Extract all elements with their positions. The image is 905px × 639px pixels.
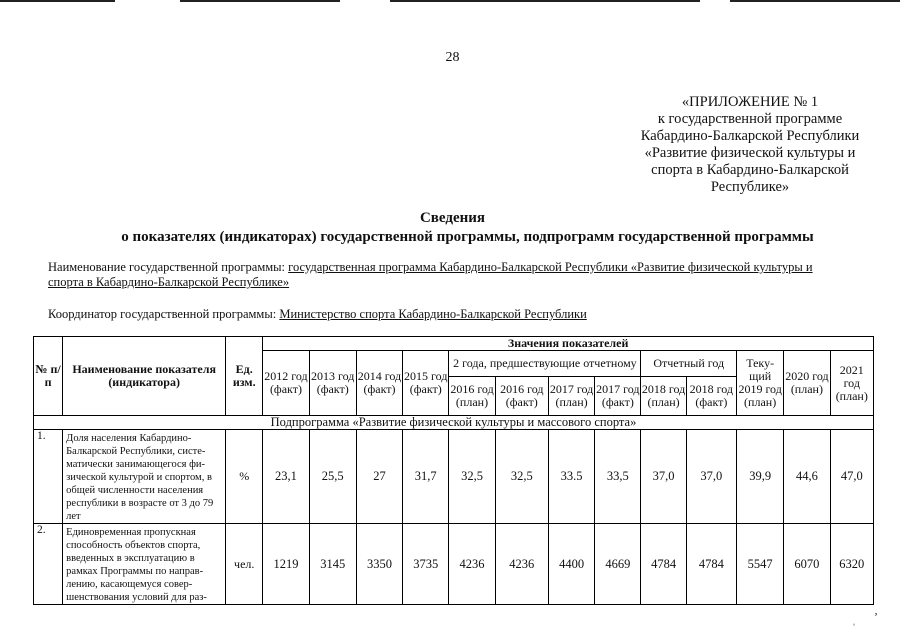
scan-speck: ˌ bbox=[852, 612, 856, 626]
program-name bbox=[48, 260, 848, 290]
row-1-name: Доля населения Кабардино-Балкарской Республики, систе-матически занимающегося фи-зической культурой и спортом, в общей численности населения республики в возрасте от 3 до 79 лет bbox=[63, 430, 226, 524]
row-1-value: 37,0 bbox=[641, 430, 686, 524]
row-2-value: 4236 bbox=[495, 524, 548, 605]
coordinator bbox=[48, 307, 587, 322]
row-2-value: 3145 bbox=[309, 524, 356, 605]
subprogram-row: Подпрограмма «Развитие физической культуры и массового спорта» bbox=[34, 416, 874, 430]
appendix-line: Кабардино-Балкарской Республики bbox=[640, 128, 860, 144]
scan-edge-line bbox=[0, 0, 115, 2]
header-unit: Ед. изм. bbox=[226, 337, 263, 416]
appendix-line: Республике» bbox=[710, 179, 790, 195]
row-1-value: 25,5 bbox=[309, 430, 356, 524]
row-2-value: 3735 bbox=[403, 524, 449, 605]
scan-edge-line bbox=[730, 0, 900, 2]
header-2016-fact: 2016 год (факт) bbox=[495, 377, 548, 416]
header-2014: 2014 год (факт) bbox=[356, 351, 402, 416]
row-2-value: 4400 bbox=[548, 524, 594, 605]
row-2-value: 6070 bbox=[784, 524, 830, 605]
header-2015: 2015 год (факт) bbox=[403, 351, 449, 416]
header-name: Наименование показателя (индикатора) bbox=[63, 337, 226, 416]
row-2-value: 4784 bbox=[686, 524, 736, 605]
row-1-value: 32,5 bbox=[495, 430, 548, 524]
header-values: Значения показателей bbox=[263, 337, 874, 351]
appendix-line: к государственной программе bbox=[657, 111, 843, 127]
row-1-num: 1. bbox=[34, 430, 63, 524]
header-2013: 2013 год (факт) bbox=[309, 351, 356, 416]
title-line-2: о показателях (индикаторах) государственной программы, подпрограмм государственной программы bbox=[121, 229, 814, 245]
row-1-value: 32,5 bbox=[449, 430, 495, 524]
row-1-value: 23,1 bbox=[263, 430, 309, 524]
row-1-value: 33.5 bbox=[548, 430, 594, 524]
row-1-value: 33,5 bbox=[595, 430, 641, 524]
coordinator-label: Координатор государственной программы: bbox=[48, 307, 277, 321]
header-2017-plan: 2017 год (план) bbox=[548, 377, 594, 416]
row-2-value: 1219 bbox=[263, 524, 309, 605]
appendix-header bbox=[560, 94, 905, 196]
row-2-name: Единовременная пропускная способность объектов спорта, введенных в эксплуатацию в рамках Программы по направ-лению, касающемуся совер-шенствования условий для раз- bbox=[63, 524, 226, 605]
row-1-value: 37,0 bbox=[686, 430, 736, 524]
row-2-num: 2. bbox=[34, 524, 63, 605]
row-2-value: 4784 bbox=[641, 524, 686, 605]
program-name-value: государственная программа Кабардино-Балкарской Республики «Развитие физической культуры и спорта в Кабардино-Балкарской Республике» bbox=[48, 260, 813, 289]
row-1-value: 27 bbox=[356, 430, 402, 524]
row-1-unit: % bbox=[226, 430, 263, 524]
program-name-label: Наименование государственной программы: bbox=[48, 260, 286, 274]
indicators-table bbox=[33, 336, 874, 605]
header-2020: 2020 год (план) bbox=[784, 351, 830, 416]
row-1-value: 39,9 bbox=[737, 430, 784, 524]
header-current: Теку-щий 2019 год (план) bbox=[737, 351, 784, 416]
scan-speck: ʼ bbox=[874, 610, 878, 624]
row-2-value: 4669 bbox=[595, 524, 641, 605]
header-num: № п/п bbox=[34, 337, 63, 416]
header-two-years: 2 года, предшествующие отчетному bbox=[449, 351, 641, 377]
title-line-1: Сведения bbox=[419, 210, 486, 226]
row-2-value: 6320 bbox=[830, 524, 873, 605]
appendix-line: «ПРИЛОЖЕНИЕ № 1 bbox=[681, 94, 819, 110]
row-2-value: 3350 bbox=[356, 524, 402, 605]
row-2-unit: чел. bbox=[226, 524, 263, 605]
page-number: 28 bbox=[445, 50, 460, 65]
header-2018-plan: 2018 год (план) bbox=[641, 377, 686, 416]
header-2012: 2012 год (факт) bbox=[263, 351, 309, 416]
header-2016-plan: 2016 год (план) bbox=[449, 377, 495, 416]
document-title bbox=[0, 209, 905, 247]
coordinator-value: Министерство спорта Кабардино-Балкарской Республики bbox=[279, 307, 587, 321]
header-2018-fact: 2018 год (факт) bbox=[686, 377, 736, 416]
scan-edge-line bbox=[390, 0, 700, 2]
header-2017-fact: 2017 год (факт) bbox=[595, 377, 641, 416]
row-2-value: 5547 bbox=[737, 524, 784, 605]
row-1-value: 47,0 bbox=[830, 430, 873, 524]
scan-edge-line bbox=[180, 0, 340, 2]
row-1-value: 44,6 bbox=[784, 430, 830, 524]
row-2-value: 4236 bbox=[449, 524, 495, 605]
header-report-year: Отчетный год bbox=[641, 351, 737, 377]
header-2021: 2021 год (план) bbox=[830, 351, 873, 416]
row-1-value: 31,7 bbox=[403, 430, 449, 524]
appendix-line: «Развитие физической культуры и bbox=[644, 145, 856, 161]
appendix-line: спорта в Кабардино-Балкарской bbox=[651, 162, 849, 178]
